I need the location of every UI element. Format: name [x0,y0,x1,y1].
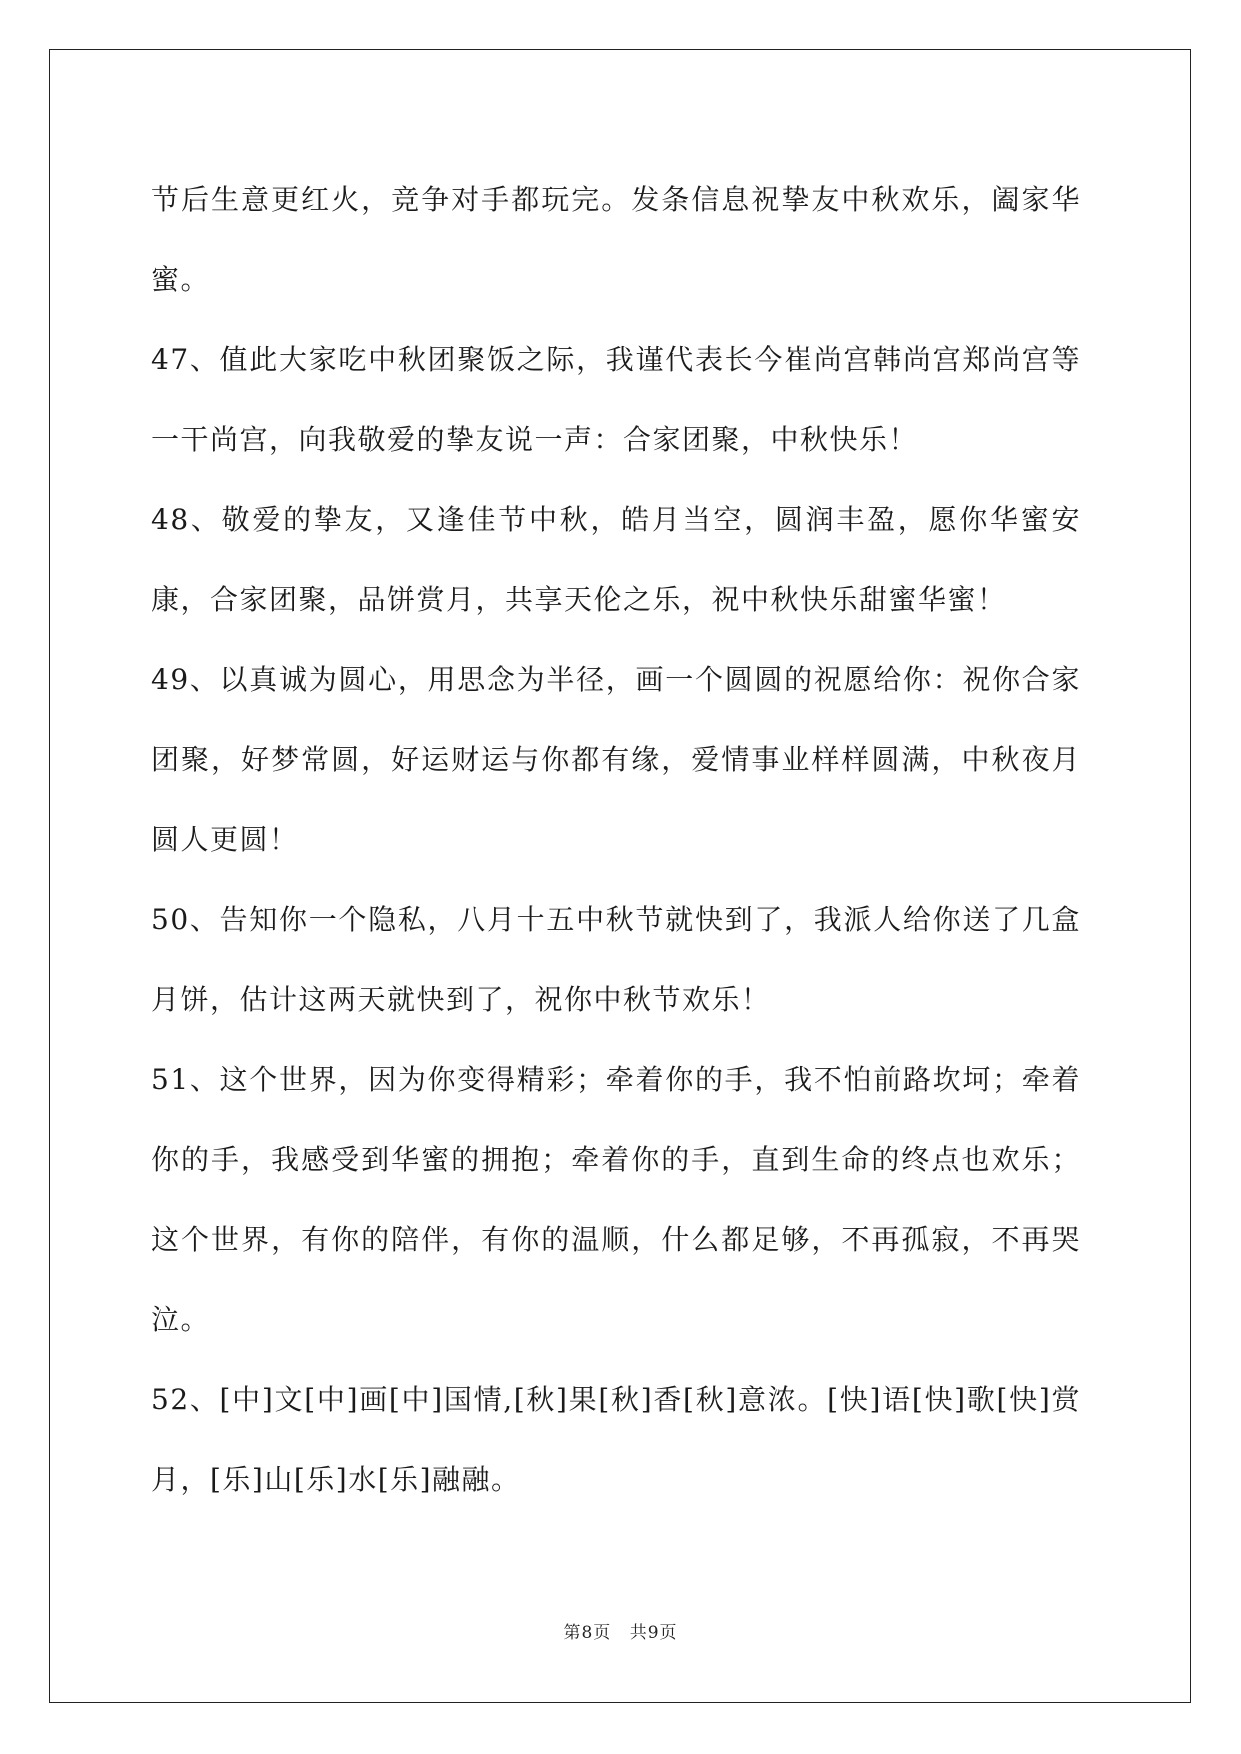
list-item-50: 50、告知你一个隐私，八月十五中秋节就快到了，我派人给你送了几盒月饼，估计这两天就快到了，祝你中秋节欢乐！ [151,903,1081,1016]
paragraph-continuation: 节后生意更红火，竞争对手都玩完。发条信息祝挚友中秋欢乐，阖家华蜜。 [151,183,1081,296]
total-pages-label: 共9页 [629,1623,678,1643]
list-item-48: 48、敬爱的挚友，又逢佳节中秋，皓月当空，圆润丰盈，愿你华蜜安康，合家团聚，品饼赏月，共享天伦之乐，祝中秋快乐甜蜜华蜜！ [151,503,1081,616]
page-footer [0,1618,1241,1643]
current-page-label: 第8页 [563,1623,612,1643]
list-item-51: 51、这个世界，因为你变得精彩；牵着你的手，我不怕前路坎坷；牵着你的手，我感受到华蜜的拥抱；牵着你的手，直到生命的终点也欢乐；这个世界，有你的陪伴，有你的温顺，什么都足够，不再孤寂，不再哭泣。 [151,1063,1081,1336]
list-item-52: 52、[中]文[中]画[中]国情,[秋]果[秋]香[秋]意浓。[快]语[快]歌[快]赏月，[乐]山[乐]水[乐]融融。 [151,1383,1081,1496]
list-item-47: 47、值此大家吃中秋团聚饭之际，我谨代表长今崔尚宫韩尚宫郑尚宫等一干尚宫，向我敬爱的挚友说一声：合家团聚，中秋快乐！ [151,343,1081,456]
document-body [151,160,1081,1520]
list-item-49: 49、以真诚为圆心，用思念为半径，画一个圆圆的祝愿给你：祝你合家团聚，好梦常圆，好运财运与你都有缘，爱情事业样样圆满，中秋夜月圆人更圆！ [151,663,1081,856]
